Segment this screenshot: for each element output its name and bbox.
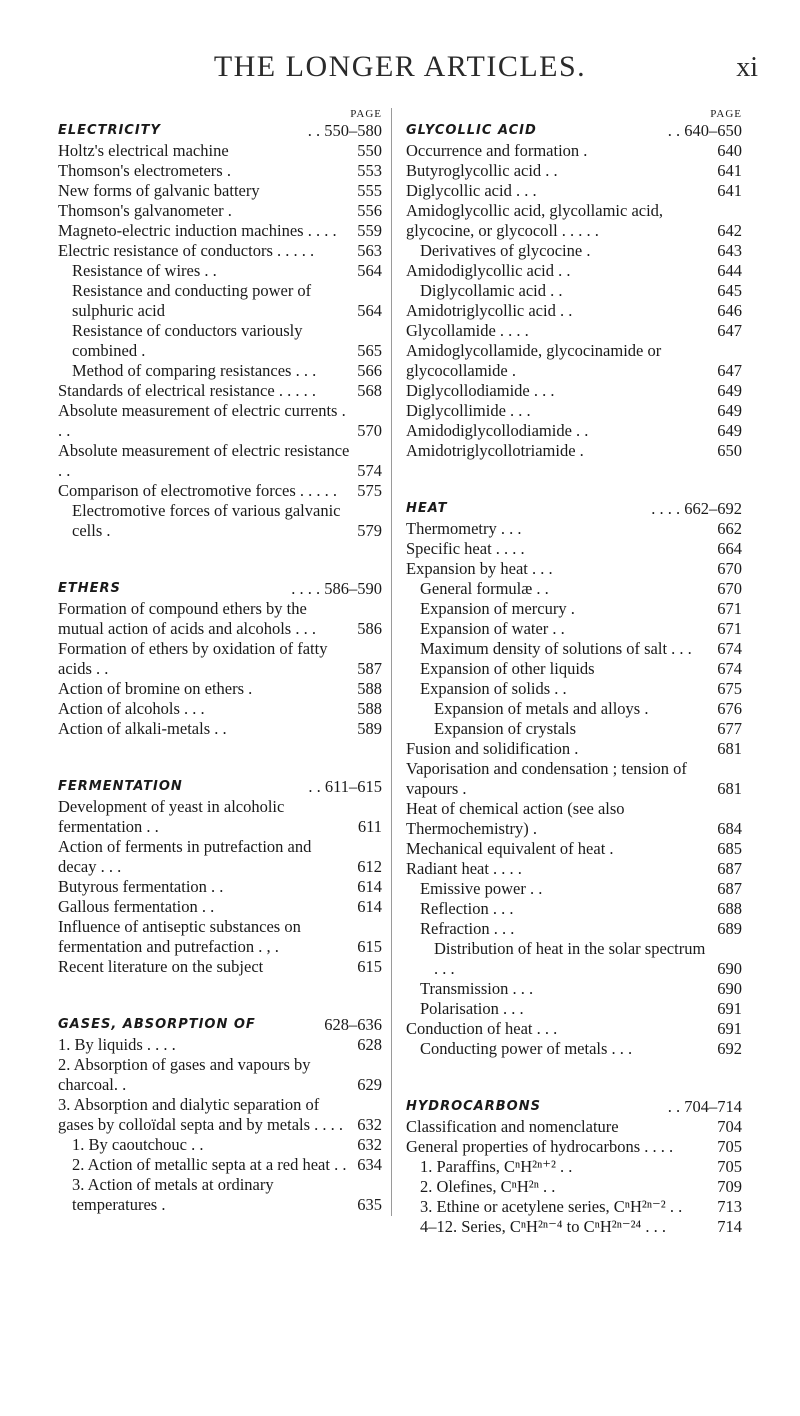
index-entry: [58, 221, 382, 241]
index-entry: [58, 401, 382, 441]
entry-text: Electric resistance of conductors . . . . .: [58, 241, 315, 260]
entry-text: Butyroglycollic acid . .: [406, 161, 558, 180]
entry-text: Expansion of metals and alloys .: [434, 699, 649, 718]
entry-page: 559: [357, 221, 382, 240]
entry-page: 713: [717, 1197, 742, 1216]
entry-text: Absolute measurement of electric currents . . .: [58, 401, 346, 440]
entry-text: Expansion of water . .: [420, 619, 565, 638]
entry-page: 574: [357, 461, 382, 480]
entry-page: 589: [357, 719, 382, 738]
entry-page: 565: [357, 341, 382, 360]
entry-page: 692: [717, 1039, 742, 1058]
entry-text: New forms of galvanic battery: [58, 181, 260, 200]
index-entry: [406, 999, 742, 1019]
entry-text: Formation of compound ethers by the mutual action of acids and alcohols . . .: [58, 599, 316, 638]
entry-text: Action of alkali-metals . .: [58, 719, 227, 738]
entry-text: Resistance of conductors variously combined .: [72, 321, 303, 360]
index-entry: [58, 481, 382, 501]
index-section: [406, 121, 742, 461]
entry-text: Conduction of heat . . .: [406, 1019, 558, 1038]
entry-page: 664: [717, 539, 742, 558]
entry-text: Action of alcohols . . .: [58, 699, 205, 718]
index-entry: [58, 957, 382, 977]
entry-text: Action of bromine on ethers .: [58, 679, 253, 698]
section-heading-pages: . . 550–580: [307, 121, 382, 140]
index-entry: [58, 1175, 382, 1215]
index-entry: [58, 1155, 382, 1175]
index-entry: [58, 441, 382, 481]
index-entry: [406, 559, 742, 579]
index-entry: [58, 837, 382, 877]
entry-text: Absolute measurement of electric resistance . .: [58, 441, 350, 480]
entry-page: 681: [717, 739, 742, 758]
entry-page: 568: [357, 381, 382, 400]
entry-page: 705: [717, 1137, 742, 1156]
entry-text: Classification and nomenclature: [406, 1117, 619, 1136]
index-entry: [406, 519, 742, 539]
index-entry: [58, 141, 382, 161]
entry-text: Resistance and conducting power of sulphuric acid: [72, 281, 312, 320]
entry-text: Specific heat . . . .: [406, 539, 525, 558]
entry-text: Amidotriglycollic acid . .: [406, 301, 573, 320]
section-heading-pages: . . 640–650: [667, 121, 742, 140]
entry-text: Amidotriglycollotriamide .: [406, 441, 584, 460]
entry-page: 649: [717, 421, 742, 440]
section-heading: [58, 121, 382, 141]
index-entry: [58, 797, 382, 837]
entry-page: 614: [357, 877, 382, 896]
index-entry: [406, 919, 742, 939]
index-entry: [406, 261, 742, 281]
entry-page: 566: [357, 361, 382, 380]
index-entry: [58, 1035, 382, 1055]
entry-text: 1. Paraffins, CⁿH²ⁿ⁺² . .: [420, 1157, 573, 1176]
entry-page: 687: [717, 859, 742, 878]
entry-text: Diglycollodiamide . . .: [406, 381, 555, 400]
entry-text: Radiant heat . . . .: [406, 859, 522, 878]
right-column: [406, 108, 742, 1237]
entry-page: 649: [717, 381, 742, 400]
entry-text: Expansion of solids . .: [420, 679, 567, 698]
entry-page: 575: [357, 481, 382, 500]
section-heading-pages: 628–636: [324, 1015, 382, 1034]
section-heading-title: HYDROCARBONS: [406, 1099, 541, 1114]
section-heading: [406, 1097, 742, 1117]
index-entry: [406, 1217, 742, 1237]
entry-text: Action of ferments in putrefaction and decay . . .: [58, 837, 312, 876]
entry-text: 2. Olefines, CⁿH²ⁿ . .: [420, 1177, 556, 1196]
index-section: [58, 579, 382, 739]
index-entry: [406, 799, 742, 839]
entry-text: Amidodiglycollodiamide . .: [406, 421, 589, 440]
entry-text: Conducting power of metals . . .: [420, 1039, 633, 1058]
entry-page: 579: [357, 521, 382, 540]
index-entry: [58, 261, 382, 281]
section-heading-title: FERMENTATION: [58, 779, 183, 794]
section-heading-pages: . . 704–714: [667, 1097, 742, 1116]
left-index-sections: [58, 121, 382, 1215]
entry-text: 3. Action of metals at ordinary temperatures .: [72, 1175, 274, 1214]
entry-page: 681: [717, 779, 742, 798]
entry-page: 628: [357, 1035, 382, 1054]
index-entry: [58, 241, 382, 261]
entry-text: Butyrous fermentation . .: [58, 877, 224, 896]
index-entry: [406, 141, 742, 161]
index-entry: [58, 599, 382, 639]
entry-page: 688: [717, 899, 742, 918]
entry-text: Amidoglycollamide, glycocinamide or glycocollamide .: [406, 341, 662, 380]
entry-text: Refraction . . .: [420, 919, 515, 938]
entry-text: Heat of chemical action (see also Thermochemistry) .: [406, 799, 625, 838]
entry-text: Resistance of wires . .: [72, 261, 217, 280]
section-heading-title: ETHERS: [58, 581, 121, 596]
entry-page: 615: [357, 957, 382, 976]
entry-page: 556: [357, 201, 382, 220]
entry-page: 687: [717, 879, 742, 898]
entry-text: 2. Absorption of gases and vapours by charcoal. .: [58, 1055, 311, 1094]
index-entry: [58, 321, 382, 361]
entry-text: Emissive power . .: [420, 879, 543, 898]
entry-text: Electromotive forces of various galvanic cells .: [72, 501, 341, 540]
index-entry: [58, 1135, 382, 1155]
index-entry: [58, 877, 382, 897]
section-heading: [58, 777, 382, 797]
entry-text: Maximum density of solutions of salt . . .: [420, 639, 692, 658]
entry-page: 690: [717, 959, 742, 978]
entry-text: Polarisation . . .: [420, 999, 524, 1018]
entry-page: 611: [357, 817, 382, 836]
index-section: [58, 777, 382, 977]
section-heading: [58, 1015, 382, 1035]
entry-page: 671: [717, 619, 742, 638]
entry-page: 677: [717, 719, 742, 738]
entry-page: 676: [717, 699, 742, 718]
index-entry: [406, 1197, 742, 1217]
entry-page: 647: [717, 361, 742, 380]
index-entry: [406, 421, 742, 441]
entry-page: 645: [717, 281, 742, 300]
section-heading-title: HEAT: [406, 501, 448, 516]
entry-text: Thermometry . . .: [406, 519, 522, 538]
entry-text: 2. Action of metallic septa at a red heat . .: [72, 1155, 347, 1174]
index-entry: [58, 181, 382, 201]
entry-text: Method of comparing resistances . . .: [72, 361, 317, 380]
entry-page: 587: [357, 659, 382, 678]
entry-text: 1. By liquids . . . .: [58, 1035, 176, 1054]
entry-text: Recent literature on the subject: [58, 957, 264, 976]
entry-text: Diglycollamic acid . .: [420, 281, 563, 300]
entry-page: 704: [717, 1117, 742, 1136]
index-entry: [406, 599, 742, 619]
section-heading-title: GLYCOLLIC ACID: [406, 123, 537, 138]
left-column: [58, 108, 382, 1215]
entry-page: 662: [717, 519, 742, 538]
index-entry: [406, 1117, 742, 1137]
entry-text: Thomson's galvanometer .: [58, 201, 232, 220]
index-entry: [406, 321, 742, 341]
entry-page: 643: [717, 241, 742, 260]
entry-text: Diglycollic acid . . .: [406, 181, 537, 200]
index-entry: [58, 281, 382, 321]
entry-page: 714: [717, 1217, 742, 1236]
index-entry: [406, 939, 742, 979]
index-entry: [58, 201, 382, 221]
entry-page: 685: [717, 839, 742, 858]
entry-text: Magneto-electric induction machines . . . .: [58, 221, 337, 240]
index-entry: [58, 679, 382, 699]
entry-page: 629: [357, 1075, 382, 1094]
section-heading: [406, 499, 742, 519]
entry-page: 647: [717, 321, 742, 340]
index-entry: [58, 161, 382, 181]
entry-page: 632: [357, 1115, 382, 1134]
entry-page: 671: [717, 599, 742, 618]
entry-page: 553: [357, 161, 382, 180]
index-entry: [406, 341, 742, 381]
index-entry: [406, 699, 742, 719]
index-entry: [406, 879, 742, 899]
entry-text: Mechanical equivalent of heat .: [406, 839, 614, 858]
entry-page: 691: [717, 1019, 742, 1038]
section-heading: [58, 579, 382, 599]
entry-text: Standards of electrical resistance . . . . .: [58, 381, 316, 400]
index-entry: [406, 1137, 742, 1157]
index-entry: [58, 719, 382, 739]
entry-text: Fusion and solidification .: [406, 739, 579, 758]
page-column-label: PAGE: [710, 108, 742, 120]
index-entry: [58, 361, 382, 381]
index-entry: [406, 1157, 742, 1177]
entry-page: 650: [717, 441, 742, 460]
entry-text: Reflection . . .: [420, 899, 514, 918]
index-entry: [406, 759, 742, 799]
page-number: xi: [736, 52, 758, 83]
entry-page: 632: [357, 1135, 382, 1154]
index-entry: [406, 281, 742, 301]
index-section: [58, 1015, 382, 1215]
entry-page: 641: [717, 161, 742, 180]
entry-page: 670: [717, 579, 742, 598]
index-entry: [58, 1055, 382, 1095]
section-heading-title: GASES, ABSORPTION OF: [58, 1017, 256, 1032]
index-entry: [406, 401, 742, 421]
entry-text: Thomson's electrometers .: [58, 161, 231, 180]
entry-page: 684: [717, 819, 742, 838]
entry-page: 646: [717, 301, 742, 320]
entry-page: 690: [717, 979, 742, 998]
entry-page: 709: [717, 1177, 742, 1196]
index-entry: [406, 659, 742, 679]
entry-text: Occurrence and formation .: [406, 141, 588, 160]
index-entry: [406, 839, 742, 859]
entry-text: Holtz's electrical machine: [58, 141, 229, 160]
index-entry: [406, 1039, 742, 1059]
entry-page: 635: [357, 1195, 382, 1214]
entry-page: 641: [717, 181, 742, 200]
entry-page: 564: [357, 261, 382, 280]
entry-page: 642: [717, 221, 742, 240]
entry-text: Expansion of other liquids: [420, 659, 595, 678]
index-entry: [58, 897, 382, 917]
index-entry: [406, 301, 742, 321]
section-heading-pages: . . . . 586–590: [291, 579, 382, 598]
index-entry: [58, 917, 382, 957]
entry-text: Comparison of electromotive forces . . . . .: [58, 481, 338, 500]
index-entry: [406, 201, 742, 241]
index-entry: [406, 979, 742, 999]
entry-page: 705: [717, 1157, 742, 1176]
entry-text: 3. Absorption and dialytic separation of gases by colloïdal septa and by metals . . . .: [58, 1095, 344, 1134]
entry-page: 675: [717, 679, 742, 698]
index-entry: [58, 501, 382, 541]
entry-page: 550: [357, 141, 382, 160]
entry-page: 670: [717, 559, 742, 578]
index-entry: [406, 899, 742, 919]
section-heading: [406, 121, 742, 141]
entry-page: 588: [357, 699, 382, 718]
index-entry: [406, 161, 742, 181]
index-entry: [406, 381, 742, 401]
index-section: [58, 121, 382, 541]
index-entry: [406, 539, 742, 559]
index-entry: [406, 241, 742, 261]
page-header: [0, 50, 800, 90]
entry-text: Amidodiglycollic acid . .: [406, 261, 571, 280]
entry-text: Diglycollimide . . .: [406, 401, 531, 420]
entry-page: 563: [357, 241, 382, 260]
index-entry: [406, 739, 742, 759]
page-column-label: PAGE: [350, 108, 382, 120]
index-entry: [58, 639, 382, 679]
entry-text: 1. By caoutchouc . .: [72, 1135, 204, 1154]
entry-text: Development of yeast in alcoholic fermentation . .: [58, 797, 285, 836]
index-entry: [58, 381, 382, 401]
entry-text: General formulæ . .: [420, 579, 549, 598]
index-entry: [406, 441, 742, 461]
right-index-sections: [406, 121, 742, 1237]
entry-text: Distribution of heat in the solar spectrum . . .: [434, 939, 706, 978]
entry-page: 614: [357, 897, 382, 916]
entry-page: 555: [357, 181, 382, 200]
entry-text: Expansion of mercury .: [420, 599, 575, 618]
entry-text: Derivatives of glycocine .: [420, 241, 591, 260]
section-heading-title: ELECTRICITY: [58, 123, 161, 138]
index-section: [406, 1097, 742, 1237]
section-heading-pages: . . 611–615: [308, 777, 382, 796]
entry-page: 634: [357, 1155, 382, 1174]
index-entry: [406, 719, 742, 739]
entry-page: 588: [357, 679, 382, 698]
entry-page: 586: [357, 619, 382, 638]
entry-text: Formation of ethers by oxidation of fatty acids . .: [58, 639, 328, 678]
entry-text: Influence of antiseptic substances on fermentation and putrefaction . , .: [58, 917, 301, 956]
entry-page: 564: [357, 301, 382, 320]
entry-page: 615: [357, 937, 382, 956]
index-section: [406, 499, 742, 1059]
entry-page: 612: [357, 857, 382, 876]
entry-page: 640: [717, 141, 742, 160]
index-entry: [58, 1095, 382, 1135]
entry-text: Gallous fermentation . .: [58, 897, 215, 916]
index-entry: [58, 699, 382, 719]
index-entry: [406, 1177, 742, 1197]
index-entry: [406, 1019, 742, 1039]
index-entry: [406, 181, 742, 201]
column-divider: [391, 108, 392, 1216]
entry-page: 644: [717, 261, 742, 280]
page-title: THE LONGER ARTICLES.: [213, 50, 587, 83]
index-entry: [406, 679, 742, 699]
entry-text: Vaporisation and condensation ; tension of vapours .: [406, 759, 687, 798]
entry-text: Amidoglycollic acid, glycollamic acid, glycocine, or glycocoll . . . . .: [406, 201, 664, 240]
index-entry: [406, 619, 742, 639]
entry-page: 674: [717, 659, 742, 678]
entry-page: 649: [717, 401, 742, 420]
entry-page: 570: [357, 421, 382, 440]
index-entry: [406, 579, 742, 599]
section-heading-pages: . . . . 662–692: [651, 499, 742, 518]
index-entry: [406, 859, 742, 879]
entry-page: 691: [717, 999, 742, 1018]
entry-page: 689: [717, 919, 742, 938]
entry-text: 3. Ethine or acetylene series, CⁿH²ⁿ⁻² . .: [420, 1197, 683, 1216]
entry-text: Expansion of crystals: [434, 719, 577, 738]
entry-text: Expansion by heat . . .: [406, 559, 553, 578]
entry-page: 674: [717, 639, 742, 658]
entry-text: 4–12. Series, CⁿH²ⁿ⁻⁴ to CⁿH²ⁿ⁻²⁴ . . .: [420, 1217, 667, 1236]
entry-text: General properties of hydrocarbons . . . .: [406, 1137, 674, 1156]
index-entry: [406, 639, 742, 659]
entry-text: Glycollamide . . . .: [406, 321, 529, 340]
entry-text: Transmission . . .: [420, 979, 534, 998]
